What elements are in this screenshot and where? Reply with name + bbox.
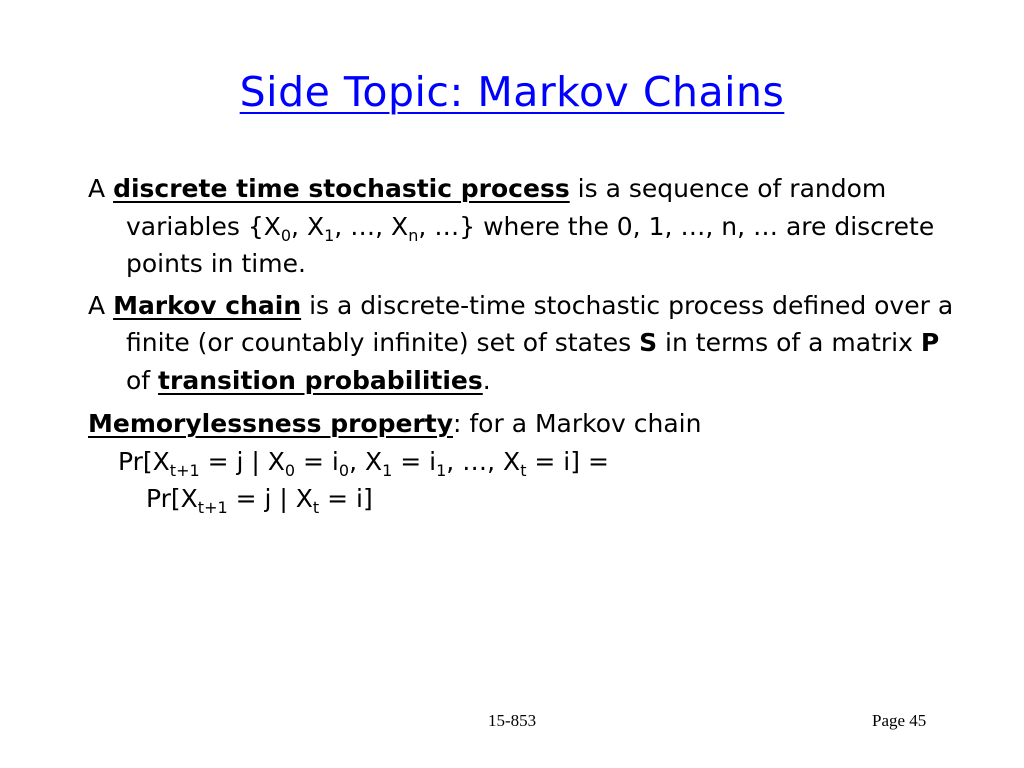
text: = i] = — [526, 446, 609, 476]
formula-line-2 — [88, 480, 968, 518]
text: of — [126, 365, 159, 395]
subscript: 0 — [280, 225, 292, 245]
footer-course-number: 15-853 — [488, 711, 537, 730]
slide-title: Side Topic: Markov Chains — [239, 68, 785, 116]
text: , …, X — [446, 446, 521, 476]
text: , …} where the 0, 1, …, n, … are discrete points in time. — [126, 211, 935, 278]
formula-line-1 — [88, 443, 968, 481]
subscript: 1 — [324, 225, 335, 245]
term-markov-chain: Markov chain — [113, 290, 302, 320]
text: , X — [291, 211, 325, 241]
paragraph-markov-chain — [88, 287, 968, 400]
text: = j | X — [199, 446, 285, 476]
subscript: t+1 — [197, 498, 228, 517]
paragraph-memorylessness — [88, 405, 968, 443]
text: in terms of a matrix — [657, 328, 921, 357]
slide-body — [88, 170, 968, 518]
paragraph-discrete-process — [88, 170, 968, 283]
subscript: 0 — [338, 460, 350, 480]
subscript: 0 — [284, 460, 296, 480]
subscript: 1 — [382, 460, 393, 480]
text: . — [482, 365, 491, 395]
symbol-states: S — [639, 328, 658, 357]
text: is a discrete-time stochastic process defined over a finite (or countably infinite) set of states — [126, 290, 954, 357]
subscript: t — [312, 498, 320, 517]
subscript: t — [520, 460, 527, 480]
text: , X — [349, 446, 383, 476]
text: = j | X — [227, 484, 313, 513]
subscript: t+1 — [169, 460, 200, 480]
subscript: 1 — [436, 460, 447, 480]
text: = i — [295, 446, 339, 476]
footer-page-number: Page 45 — [872, 711, 927, 730]
symbol-matrix: P — [920, 328, 940, 357]
text: is a sequence of random variables {X — [126, 174, 887, 241]
term-memorylessness-property: Memorylessness property — [88, 409, 454, 438]
text: : for a Markov chain — [453, 409, 702, 438]
text: Pr[X — [146, 484, 198, 513]
text: = i] — [319, 484, 373, 513]
text: Pr[X — [118, 446, 170, 476]
text: = i — [392, 446, 437, 476]
text: A — [88, 174, 114, 203]
subscript: n — [408, 225, 419, 245]
text: , …, X — [334, 211, 409, 241]
term-transition-probabilities: transition probabilities — [158, 365, 483, 395]
term-discrete-time-stochastic-process: discrete time stochastic process — [113, 174, 570, 203]
text: A — [88, 290, 114, 320]
